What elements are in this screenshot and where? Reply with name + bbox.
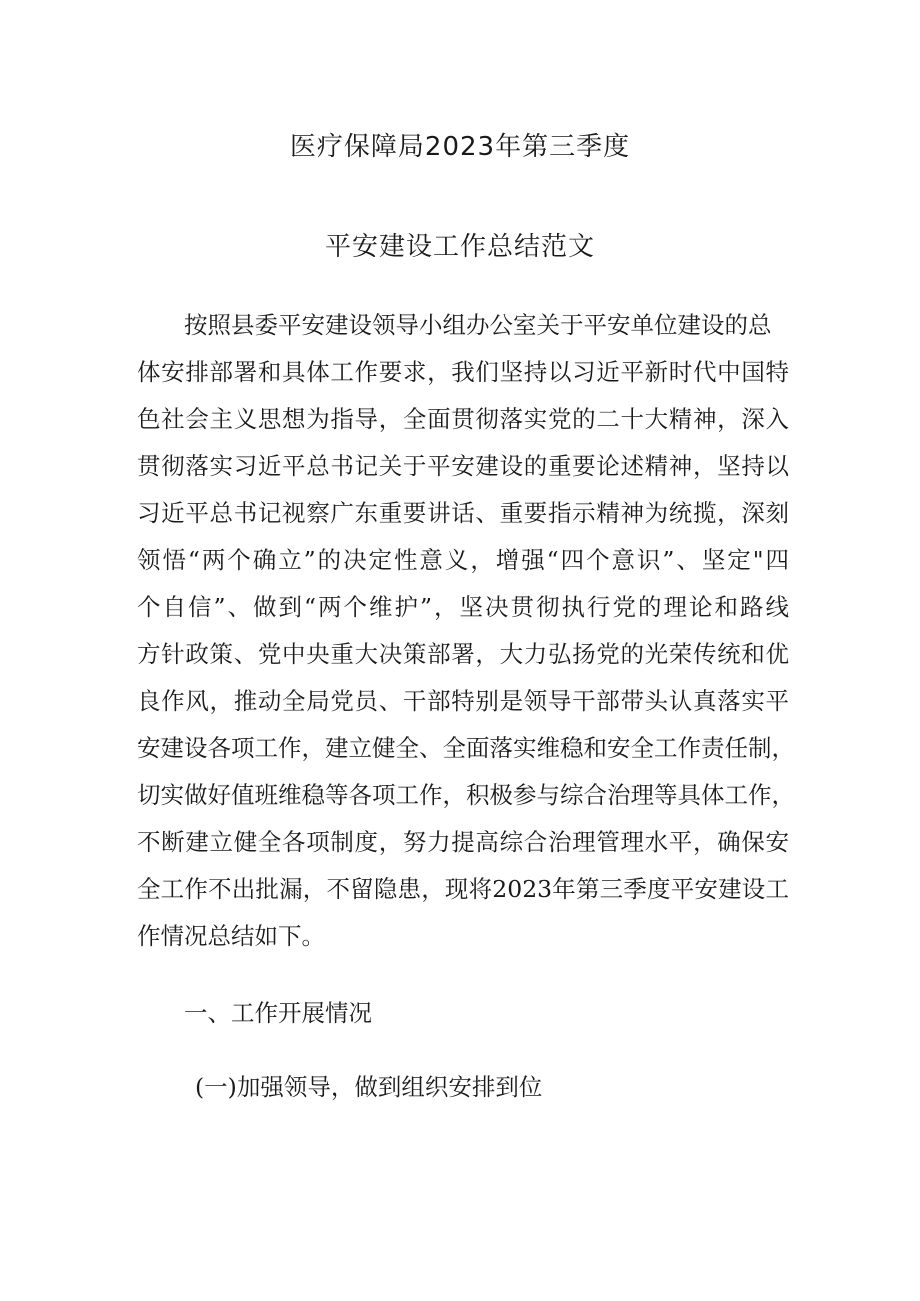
- paragraph-line-12: 不断建立健全各项制度，努力提高综合治理管理水平，确保安: [137, 828, 789, 856]
- paragraph-line-2: 体安排部署和具体工作要求，我们坚持以习近平新时代中国特: [137, 358, 789, 386]
- document-title-line-1: 医疗保障局2023年第三季度: [289, 132, 631, 162]
- paragraph-line-10: 安建设各项工作，建立健全、全面落实维稳和安全工作责任制，: [137, 734, 795, 762]
- paragraph-line-5: 习近平总书记视察广东重要讲话、重要指示精神为统揽，深刻: [137, 499, 789, 527]
- paragraph-line-9: 良作风，推动全局党员、干部特别是领导干部带头认真落实平: [137, 687, 789, 715]
- paragraph-line-11: 切实做好值班维稳等各项工作，积极参与综合治理等具体工作，: [137, 781, 795, 809]
- paragraph-line-6: 领悟“两个确立”的决定性意义，增强“四个意识”、坚定"四: [137, 546, 789, 574]
- paragraph-line-13: 全工作不出批漏，不留隐患，现将2023年第三季度平安建设工: [137, 875, 789, 903]
- section-heading-2: (一)加强领导，做到组织安排到位: [195, 1073, 543, 1101]
- paragraph-line-14: 作情况总结如下。: [137, 922, 325, 950]
- document-title-line-2: 平安建设工作总结范文: [324, 232, 595, 262]
- paragraph-line-4: 贯彻落实习近平总书记关于平安建设的重要论述精神，坚持以: [137, 452, 789, 480]
- paragraph-line-8: 方针政策、党中央重大决策部署，大力弘扬党的光荣传统和优: [137, 640, 789, 668]
- paragraph-line-3: 色社会主义思想为指导，全面贯彻落实党的二十大精神，深入: [137, 405, 789, 433]
- paragraph-line-1: 按照县委平安建设领导小组办公室关于平安单位建设的总: [184, 311, 772, 339]
- paragraph-line-7: 个自信”、做到“两个维护”，坚决贯彻执行党的理论和路线: [137, 593, 789, 621]
- section-heading-1: 一、工作开展情况: [184, 999, 372, 1027]
